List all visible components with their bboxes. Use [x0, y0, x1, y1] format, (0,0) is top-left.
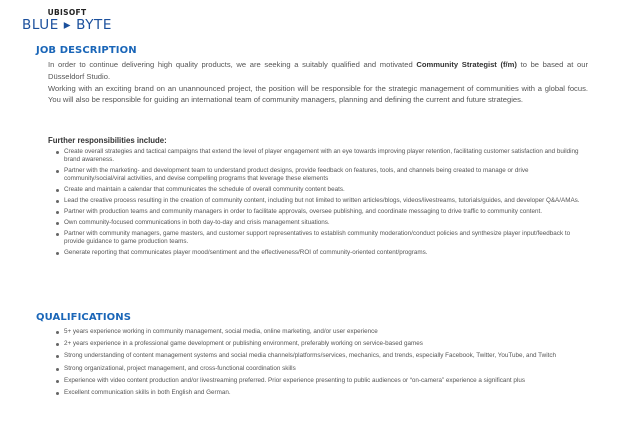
list-item: Experience with video content production and/or livestreaming preferred. Prior experience presenting to public audiences or “on-camera” experience a significant plus	[56, 377, 588, 385]
qualifications-heading: QUALIFICATIONS	[36, 312, 132, 323]
list-item: Create and maintain a calendar that communicates the schedule of overall community content beats.	[56, 186, 588, 194]
logo-brand: UBISOFT	[47, 8, 87, 17]
list-item: 5+ years experience working in community management, social media, online marketing, and/or user experience	[56, 328, 588, 336]
intro-paragraph-2: Working with an exciting brand on an unannounced project, the position will be responsible for the strategic management of communities with a global focus. You will also be responsible for guiding an international team of community managers, planning and defining the current and future strategies.	[48, 83, 588, 105]
intro-text-after: to be based at our Düsseldorf Studio.	[48, 60, 588, 81]
list-item: Partner with production teams and community managers in order to facilitate approvals, oversee publishing, and coordinate messaging to drive traffic to community content.	[56, 208, 588, 216]
job-intro	[48, 59, 588, 106]
list-item: Strong organizational, project management, and cross-functional coordination skills	[56, 365, 588, 373]
list-item: Strong understanding of content management systems and social media channels/platforms/services, mechanics, and trends, especially Facebook, Twitter, YouTube, and Twitch	[56, 352, 588, 360]
intro-text-before: In order to continue delivering high quality products, we are seeking a suitably qualified and motivated	[48, 60, 417, 69]
intro-paragraph-1	[48, 59, 588, 83]
list-item: Create overall strategies and tactical campaigns that extend the level of player engagement with an eye towards improving player retention, facilitating customer satisfaction and building brand awareness.	[56, 148, 588, 164]
role-title: Community Strategist (f/m)	[416, 60, 517, 69]
company-logo	[17, 8, 117, 34]
list-item: 2+ years experience in a professional game development or publishing environment, preferably working on service-based games	[56, 340, 588, 348]
logo-product: BLUE ▸ BYTE	[21, 17, 113, 33]
list-item: Generate reporting that communicates player mood/sentiment and the effectiveness/ROI of community-oriented content/programs.	[56, 249, 588, 257]
list-item: Partner with the marketing- and development team to understand product designs, provide feedback on features, tools, and channels being created to manage or drive community/social/viral activities, and devise compelling programs that leverage these elements	[56, 167, 588, 183]
qualifications-list	[56, 328, 588, 401]
list-item: Partner with community managers, game masters, and customer support representatives to establish community moderation/conduct policies and synthesize player input/feedback to provide guidance to game production teams.	[56, 230, 588, 246]
list-item: Own community-focused communications in both day-to-day and crisis management situations.	[56, 219, 588, 227]
job-description-heading: JOB DESCRIPTION	[36, 45, 137, 56]
list-item: Excellent communication skills in both English and German.	[56, 389, 588, 397]
list-item: Lead the creative process resulting in the creation of community content, including but not limited to written articles/blogs, videos/livestreams, tutorials/guides, and developer Q&A/AMAs.	[56, 197, 588, 205]
responsibilities-list	[56, 148, 588, 260]
responsibilities-heading: Further responsibilities include:	[48, 136, 167, 145]
